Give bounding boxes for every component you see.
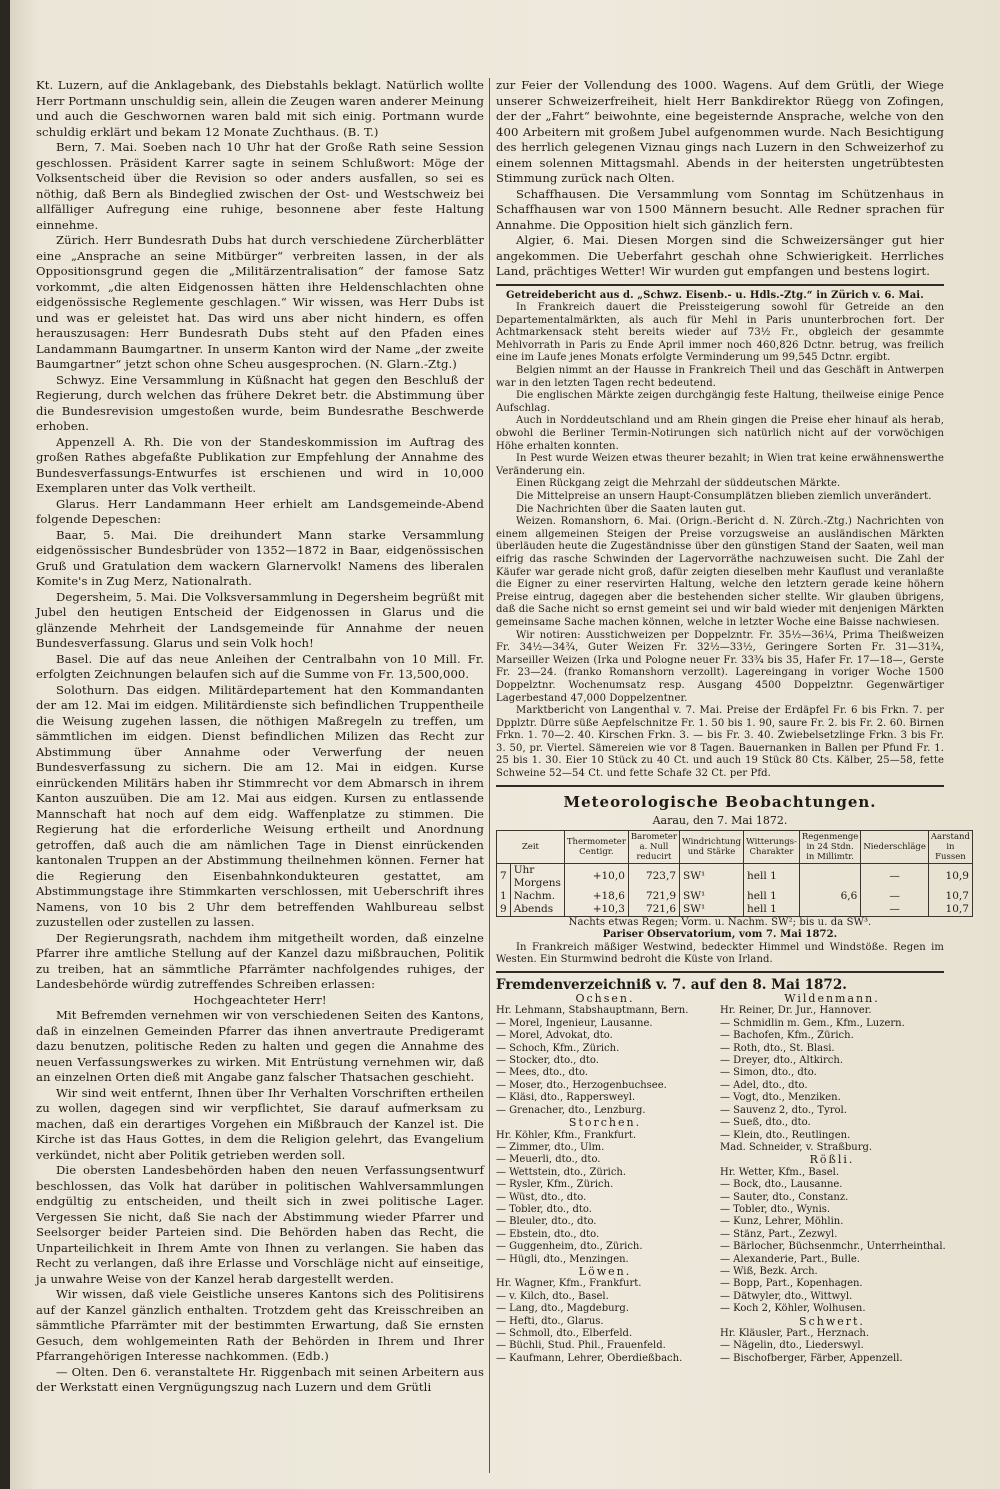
meteo-cell: hell 1	[744, 890, 800, 903]
market-paragraph: Die englischen Märkte zeigen durchgängig feste Haltung, theilweise einige Pence Aufschlag.	[496, 390, 944, 414]
guest-entry: — Bärlocher, Büchsenmchr., Unterrheinthal.	[720, 1241, 946, 1253]
guest-entry: — Bachofen, Kfm., Zürich.	[720, 1030, 854, 1042]
meteo-header: Regenmenge in 24 Stdn. in Millimtr.	[799, 830, 860, 863]
guest-entry: — Sauter, dto., Constanz.	[720, 1191, 849, 1203]
guest-entry: Hr. Reiner, Dr. Jur., Hannover.	[720, 1005, 872, 1017]
section-rule	[496, 284, 944, 286]
guest-entry: — Bleuler, dto., dto.	[496, 1216, 597, 1228]
guest-entry: — Roth, dto., St. Blasi.	[720, 1042, 835, 1054]
guest-entry: — Guggenheim, dto., Zürich.	[496, 1241, 643, 1253]
letter-salutation: Hochgeachteter Herr!	[193, 992, 327, 1007]
letter-paragraph-2: Wir sind weit entfernt, Ihnen über Ihr Verhalten Vorschriften ertheilen zu wollen, dagegen sind wir verpflichtet, Sie darauf aufmerksam zu machen, daß ein derartiges Vorgehen ein Mißbrauch der Kanzel ist. Die Kirche ist das Haus Gottes, in dem die Religion gelehrt, das Evangelium verkündet, nicht aber Politik getrieben werden soll.	[36, 1085, 484, 1162]
meteo-cell: SW¹	[680, 863, 744, 890]
guest-list	[496, 993, 944, 1365]
guest-entry: Hr. Lehmann, Stabshauptmann, Bern.	[496, 1005, 689, 1017]
meteo-notes	[496, 917, 944, 967]
guest-entry: — Stänz, Part., Zezwyl.	[720, 1228, 838, 1240]
meteo-header: Niederschläge	[861, 830, 929, 863]
paris-heading: Pariser Observatorium, vom 7. Mai 1872.	[602, 929, 838, 941]
guest-entry: — Schoch, Kfm., Zürich.	[496, 1042, 620, 1054]
meteo-note: Nachts etwas Regen; Vorm. u. Nachm. SW²; bis u. da SW³.	[568, 916, 872, 928]
guest-entry: — Wettstein, dto., Zürich.	[496, 1166, 627, 1178]
market-paragraph: Marktbericht von Langenthal v. 7. Mai. Preise der Erdäpfel Fr. 6 bis Frkn. 7. per Dpplztr. Dürre süße Aepfelschnitze Fr. 1. 50 bis 1. 90, saure Fr. 2. bis Fr. 2. 60. Birnen Frkn. 1. 70—2. 40. Kirschen Frkn. 3. — bis Fr. 3. 40. Zwiebelsetzlinge Frkn. 3 bis Fr. 3. 50, pr. Viertel. Sämereien wie vor 8 Tagen. Bauernanken in Ballen per Pfund Fr. 1. 25 bis 1. 30. Eier 10 Stück zu 40 Ct. und auch 19 Stück 80 Cts. Kälber, 25—58, fette Schweine 52—54 Ct. und fette Schafe 32 Ct. per Pfd.	[496, 705, 944, 780]
left-column	[36, 78, 484, 1478]
guest-entry: — Koch 2, Köhler, Wolhusen.	[720, 1303, 866, 1315]
guest-entry: — Tobler, dto., Wynis.	[720, 1203, 831, 1215]
guest-entry: Hr. Wetter, Kfm., Basel.	[720, 1166, 840, 1178]
market-paragraph: In Frankreich dauert die Preissteigerung sowohl für Getreide an den Departementalmärkten, als auch für Mehl in Paris ununterbrochen fort. Der Achtmarkensack steht bereits wieder auf 73½ Fr., obgleich der gesammte Mehlvorrath in Paris zu Ende April immer noch 460,826 Dctnr. betrug, was freilich eine im Laufe jenes Monats erfolgte Verminderung um 99,545 Dctnr. ergibt.	[496, 302, 944, 364]
meteo-header: Windrichtung und Stärke	[680, 830, 744, 863]
meteo-cell: hell 1	[744, 863, 800, 890]
meteo-cell	[799, 863, 860, 890]
guest-entry: — v. Kilch, dto., Basel.	[496, 1290, 609, 1302]
hotel-name: Schwert.	[799, 1314, 865, 1328]
meteo-cell: 721,6	[628, 903, 679, 917]
guest-entry: — Meuerli, dto., dto.	[496, 1154, 601, 1166]
hotel-name: Löwen.	[578, 1264, 632, 1278]
guest-entry: — Bock, dto., Lausanne.	[720, 1179, 843, 1191]
guest-entry: — Hügli, dto., Menzingen.	[496, 1253, 629, 1265]
meteo-cell: +10,3	[564, 903, 628, 917]
article-portmann: Kt. Luzern, auf die Anklagebank, des Diebstahls beklagt. Natürlich wollte Herr Portmann unschuldig sein, allein die Zeugen waren anderer Meinung und auch die Geschwornen waren bald mit sich einig. Portmann wurde schuldig erklärt und bekam 12 Monate Zuchthaus. (B. T.)	[36, 78, 484, 139]
guest-entry: — Dätwyler, dto., Wittwyl.	[720, 1290, 853, 1302]
letter-paragraph-3: Die obersten Landesbehörden haben den neuen Verfassungsentwurf beschlossen, das Volk hat darüber in politischen Wahlversammlungen endgültig zu entscheiden, und theilt sich in zwei politische Lager. Vergessen Sie nicht, daß Sie nach der Abstimmung wieder Pfarrer und Seelsorger beider Parteien sind. Die Behörden haben das Recht, die Unparteilichkeit in Ihrem Amte von Ihnen zu verlangen. Sie haben das Recht zu verlangen, daß ihre Erlasse und Vorschläge nicht auf einseitige, ja unwahre Weise von der Kanzel herab dargestellt werden.	[36, 1163, 484, 1286]
meteo-cell: 10,7	[928, 903, 972, 917]
guest-entry: — Sueß, dto., dto.	[720, 1117, 811, 1129]
meteo-title: Meteorologische Beobachtungen.	[563, 792, 877, 811]
meteo-cell: SW¹	[680, 890, 744, 903]
market-paragraph: Einen Rückgang zeigt die Mehrzahl der süddeutschen Märkte.	[516, 478, 841, 490]
market-paragraph: Weizen. Romanshorn, 6. Mai. (Orign.-Bericht d. N. Zürch.-Ztg.) Nachrichten von einem allgemeinen Steigen der Preise vorzugsweise an ausländischen Märkten überläuden heute die Zugeständnisse über den günstigen Stand der Saaten, weil man eifrig das rasche Schwinden der Lagervorräthe nachzuweisen sucht. Die Zahl der Käufer war gerade nicht groß, dafür zeigten dieselben mehr Kauflust und veranlaßte die Eigner zu einer reservirten Haltung, welche den letztern gerade keine höhern Preise eintrug, dagegen aber die bestehenden sicher stellte. Wir glauben übrigens, daß die Sache nicht so ernst gemeint sei und wir bald wieder mit denjenigen Märkten gemeinsame Sache machen können, welche in letzter Woche eine Baisse nachwiesen.	[496, 516, 944, 628]
dispatch-degersheim: Degersheim, 5. Mai. Die Volksversammlung in Degersheim begrüßt mit Jubel den heutigen Entscheid der Eidgenossen in Glarus und die glänzende Mehrheit der Landsgemeinde für Annahme der neuen Bundesverfassung. Glarus und sein Volk hoch!	[36, 589, 484, 650]
market-paragraph: Die Nachrichten über die Saaten lauten gut.	[516, 503, 746, 515]
article-glarus: Glarus. Herr Landammann Heer erhielt am Landsgemeinde-Abend folgende Depeschen:	[36, 496, 484, 526]
article-solothurn: Solothurn. Das eidgen. Militärdepartement hat den Kommandanten der am 12. Mai im eidgen. Militärdienste sich befindlichen Truppentheile die Weisung zugehen lassen, die nöthigen Maßregeln zu treffen, um sämmtlichen im eidgen. Dienst befindlichen Milizen das Recht zur Abstimmung über Annahme oder Verwerfung der neuen Bundesverfassung zu sichern. Die am 12. Mai in eidgen. Kurse einrückenden Militärs haben ihr Stimmrecht vor dem Abmarsch in ihrem Kanton auszuüben. Die am 12. Mai aus eidgen. Kursen zu entlassende Mannschaft hat noch auf dem eidg. Waffenplatze zu stimmen. Die Regierung hat die erforderliche Weisung ertheilt und Anordnung getroffen, daß auch die am nämlichen Tage in Dienst einrückenden kantonalen Truppen an der Abstimmung theilnehmen können. Ferner hat die Regierung den Eisenbahnkondukteuren gestattet, am Abstimmungstage ihre Stimmkarten verschlossen, mit Ueberschrift ihres Namens, von 10 bis 2 Uhr dem betreffenden Wahlbureau selbst zuzustellen oder zustellen zu lassen.	[36, 682, 484, 929]
hotel-name: Wildenmann.	[784, 992, 880, 1006]
market-paragraph: Belgien nimmt an der Hausse in Frankreich Theil und das Geschäft in Antwerpen war in den letzten Tagen recht bedeutend.	[496, 365, 944, 389]
guest-entry: — Adel, dto., dto.	[720, 1079, 808, 1091]
guest-entry: — Hefti, dto., Glarus.	[496, 1315, 604, 1327]
article-zuerich: Zürich. Herr Bundesrath Dubs hat durch verschiedene Zürcherblätter eine „Ansprache an seine Mitbürger“ verbreiten lassen, in der als Oppositionsgrund gegen die „Militärzentralisation“ der famose Satz vorkommt, „die alten Eidgenossen hätten ihre Heldenschlachten ohne eidgenössische Reglemente geschlagen.“ Wir wissen, was Herr Dubs ist und was er geleistet hat. Das wird uns aber nicht hindern, es offen herauszusagen: Herr Bundesrath Dubs steht auf den Pfaden eines Landammann Baumgartner. In unserm Kanton wird der Name „der zweite Baumgartner“ jetzt schon ohne Scheu ausgesprochen. (N. Glarn.-Ztg.)	[36, 233, 484, 371]
meteo-header: Thermometer Centigr.	[564, 830, 628, 863]
article-appenzell: Appenzell A. Rh. Die von der Standeskommission im Auftrag des großen Rathes abgefaßte Publikation zur Empfehlung der Annahme des Bundesverfassungs-Entwurfes ist erschienen und wird in 10,000 Exemplaren unter das Volk vertheilt.	[36, 434, 484, 495]
article-regierungsrath: Der Regierungsrath, nachdem ihm mitgetheilt worden, daß einzelne Pfarrer ihre amtliche Stellung auf der Kanzel dazu mißbrauchen, Politik zu treiben, hat an sämmtliche Pfarrämter nachfolgendes ruhiges, der Landesbehörde würdig zutreffendes Schreiben erlassen:	[36, 930, 484, 991]
guest-entry: — Schmoll, dto., Elberfeld.	[496, 1328, 633, 1339]
guest-entry: — Vogt, dto., Menziken.	[720, 1092, 841, 1104]
guest-entry: — Büchli, Stud. Phil., Frauenfeld.	[496, 1340, 666, 1352]
guest-entry: — Bopp, Part., Kopenhagen.	[720, 1278, 863, 1290]
meteo-header: Witterungs-Charakter	[744, 830, 800, 863]
meteo-header-row	[497, 830, 973, 863]
letter-paragraph-4: Wir wissen, daß viele Geistliche unseres Kantons sich des Politisirens auf der Kanzel gänzlich enthalten. Trotzdem geht das Kreisschreiben an sämmtliche Pfarrämter mit der bestimmten Erwartung, daß Sie ernsten Gesuch, dem wohlgemeinten Rath der Behörden in Ihrem und Ihrer Pfarrangehörigen Interesse nachkommen. (Edb.)	[36, 1287, 484, 1363]
guest-entry: — Nägelin, dto., Liederswyl.	[720, 1340, 864, 1352]
hotel-name: Rößli.	[809, 1153, 855, 1167]
guest-entry: — Wiß, Bezk. Arch.	[720, 1265, 818, 1277]
article-olten-cont: zur Feier der Vollendung des 1000. Wagens. Auf dem Grütli, der Wiege unserer Schweizerfreiheit, hielt Herr Bankdirektor Rüegg von Zofingen, der der „Fahrt“ beiwohnte, eine begeisternde Ansprache, welche von den 400 Arbeitern mit großem Jubel aufgenommen wurde. Nach Besichtigung des herrlich gelegenen Viznau gings nach Luzern in den Schweizerhof zu einem solennen Mittagsmahl. Abends in der heitersten ungetrübtesten Stimmung zurück nach Olten.	[496, 78, 944, 185]
guest-entry: — Lang, dto., Magdeburg.	[496, 1303, 629, 1315]
guest-entry: — Zimmer, dto., Ulm.	[496, 1141, 605, 1153]
guest-entry: — Morel, Advokat, dto.	[496, 1030, 613, 1042]
meteo-cell: 10,7	[928, 890, 972, 903]
guest-entry: — Bischofberger, Färber, Appenzell.	[720, 1352, 903, 1364]
guest-entry: — Wüst, dto., dto.	[496, 1191, 587, 1203]
meteo-cell: 6,6	[799, 890, 860, 903]
table-row	[497, 890, 973, 903]
meteo-cell: 7	[497, 863, 511, 890]
hotel-name: Storchen.	[568, 1116, 642, 1130]
table-row	[497, 903, 973, 917]
paris-text: In Frankreich mäßiger Westwind, bedeckter Himmel und Windstöße. Regen im Westen. Ein Sturmwind bedroht die Küste von Irland.	[496, 941, 944, 966]
meteo-cell: —	[861, 863, 929, 890]
article-bern: Bern, 7. Mai. Soeben nach 10 Uhr hat der Große Rath seine Session geschlossen. Präsident Karrer sagte in seinem Schlußwort: Möge der Volksentscheid über die Revision so oder anders ausfallen, so sei es nöthig, daß Bern als Bindeglied zwischen der Ost- und Westschweiz bei allfälliger Aufregung eine ruhige, besonnene aber feste Haltung einnehme.	[36, 140, 484, 232]
guest-entry: — Tobler, dto., dto.	[496, 1203, 592, 1215]
guest-entry: — Sauvenz 2, dto., Tyrol.	[720, 1104, 847, 1116]
guest-entry: Hr. Köhler, Kfm., Frankfurt.	[496, 1129, 637, 1141]
page-edge	[0, 0, 10, 1489]
meteo-header: Zeit	[497, 830, 565, 863]
meteo-subtitle: Aarau, den 7. Mai 1872.	[652, 813, 788, 827]
dispatch-baar: Baar, 5. Mai. Die dreihundert Mann starke Versammlung eidgenössischer Bundesbrüder von 1352—1872 in Baar, eidgenössischen Gruß und Gratulation dem wackern Glarnervolk! Namens des liberalen Komite's in Zug Merz, Nationalrath.	[36, 527, 484, 588]
guest-list-right	[720, 993, 944, 1365]
guest-entry: — Moser, dto., Herzogenbuchsee.	[496, 1079, 667, 1091]
meteo-header: Barometer a. Null reducirt	[628, 830, 679, 863]
article-schwyz: Schwyz. Eine Versammlung in Küßnacht hat gegen den Beschluß der Regierung, durch welchen das frühere Dekret betr. die Abstimmung über die Bundesrevision umgestoßen wurde, beim Bundesrathe Beschwerde erhoben.	[36, 372, 484, 433]
meteo-cell: 9	[497, 903, 511, 917]
table-row	[497, 863, 973, 890]
letter-paragraph-1: Mit Befremden vernehmen wir von verschiedenen Seiten des Kantons, daß in einzelnen Gemeinden Pfarrer das ihnen anvertraute Predigeramt dazu benutzen, politische Reden zu halten und gegen die Annahme des neuen Verfassungswerkes zu wirken. Mit Entrüstung vernehmen wir, daß an einzelnen Orten dieß mit Angabe ganz falscher Thatsachen geschieht.	[36, 1008, 484, 1084]
meteo-cell: Abends	[510, 903, 564, 917]
meteo-cell: 721,9	[628, 890, 679, 903]
guest-entry: — Kunz, Lehrer, Möhlin.	[720, 1216, 844, 1228]
guest-entry: — Dreyer, dto., Altkirch.	[720, 1055, 843, 1067]
guest-entry: — Mees, dto., dto.	[496, 1067, 588, 1079]
meteo-cell	[799, 903, 860, 917]
guest-entry: — Alexanderie, Part., Bulle.	[720, 1253, 860, 1265]
guest-list-left	[496, 993, 714, 1365]
meteo-header: Aarstand in Fussen	[928, 830, 972, 863]
market-paragraph: Die Mittelpreise an unsern Haupt-Consumplätzen blieben ziemlich unverändert.	[516, 491, 932, 502]
meteo-cell: hell 1	[744, 903, 800, 917]
meteo-cell: —	[861, 890, 929, 903]
column-rule	[489, 78, 490, 1473]
guest-entry: — Ebstein, dto., dto.	[496, 1228, 600, 1240]
right-column	[496, 78, 970, 1478]
meteo-cell: Uhr Morgens	[510, 863, 564, 890]
guest-entry: Hr. Kläusler, Part., Herznach.	[720, 1328, 870, 1339]
guest-entry: — Grenacher, dto., Lenzburg.	[496, 1104, 646, 1116]
guest-entry: — Simon, dto., dto.	[720, 1067, 817, 1079]
guest-entry: Hr. Wagner, Kfm., Frankfurt.	[496, 1278, 642, 1290]
meteo-cell: +10,0	[564, 863, 628, 890]
section-rule	[496, 785, 944, 787]
article-algier: Algier, 6. Mai. Diesen Morgen sind die Schweizersänger gut hier angekommen. Die Ueberfahrt geschah ohne Schwierigkeit. Herrliches Land, prächtiges Wetter! Wir wurden gut empfangen und bestens logirt.	[496, 233, 944, 278]
meteo-cell: 10,9	[928, 863, 972, 890]
guest-entry: — Morel, Ingenieur, Lausanne.	[496, 1017, 653, 1029]
guest-entry: — Klein, dto., Reutlingen.	[720, 1129, 851, 1141]
guest-entry: — Rysler, Kfm., Zürich.	[496, 1179, 614, 1191]
guest-entry: — Schmidlin m. Gem., Kfm., Luzern.	[720, 1017, 905, 1029]
guest-entry: Mad. Schneider, v. Straßburg.	[720, 1141, 873, 1153]
guest-list-title: Fremdenverzeichniß v. 7. auf den 8. Mai 1872.	[496, 977, 847, 994]
market-paragraph: Auch in Norddeutschland und am Rhein gingen die Preise eher hinauf als herab, obwohl die Berliner Termin-Notirungen sich natürlich nicht auf der vorwöchigen Höhe erhalten konnten.	[496, 415, 944, 452]
article-basel: Basel. Die auf das neue Anleihen der Centralbahn von 10 Mill. Fr. erfolgten Zeichnungen belaufen sich auf die Summe von Fr. 13,500,000.	[36, 651, 484, 681]
market-heading: Getreidebericht aus d. „Schwz. Eisenb.- u. Hdls.-Ztg.“ in Zürich v. 6. Mai.	[506, 289, 924, 301]
section-rule	[496, 971, 944, 973]
hotel-name: Ochsen.	[575, 992, 635, 1006]
meteo-cell: —	[861, 903, 929, 917]
market-paragraph: Wir notiren: Ausstichweizen per Doppelzntr. Fr. 35½—36¼, Prima Theißweizen Fr. 34½—34¾, Guter Weizen Fr. 32½—33½, Geringere Sorten Fr. 31—31¾, Marseiller Weizen (Irka und Pologne neuer Fr. 33¾ bis 35, Hafer Fr. 17—18—, Gerste Fr. 23—24. (franko Romanshorn verzollt). Lagereingang in voriger Woche 1500 Doppelztnr. Wochenumsatz resp. Ausgang 4500 Doppelztnr. Gegenwärtiger Lagerbestand 47,000 Doppelzentner.	[496, 629, 944, 704]
guest-entry: — Stocker, dto., dto.	[496, 1055, 599, 1067]
meteo-cell: 723,7	[628, 863, 679, 890]
guest-entry: — Kaufmann, Lehrer, Oberdießbach.	[496, 1352, 683, 1364]
market-paragraph: In Pest wurde Weizen etwas theurer bezahlt; in Wien trat keine erwähnenswerthe Veränderung ein.	[496, 453, 944, 477]
meteo-cell: +18,6	[564, 890, 628, 903]
meteo-table	[496, 830, 973, 917]
market-section	[496, 290, 944, 781]
meteo-cell: SW¹	[680, 903, 744, 917]
meteo-cell: Nachm.	[510, 890, 564, 903]
meteo-cell: 1	[497, 890, 511, 903]
article-olten: — Olten. Den 6. veranstaltete Hr. Riggenbach mit seinen Arbeitern aus der Werkstatt einen Vergnügungszug nach Luzern und dem Grütli	[36, 1364, 484, 1394]
guest-entry: — Kläsi, dto., Rappersweyl.	[496, 1092, 636, 1104]
article-schaffhausen: Schaffhausen. Die Versammlung vom Sonntag im Schützenhaus in Schaffhausen war von 1500 Männern besucht. Alle Redner sprachen für Annahme. Die Opposition hielt sich gänzlich fern.	[496, 186, 944, 232]
